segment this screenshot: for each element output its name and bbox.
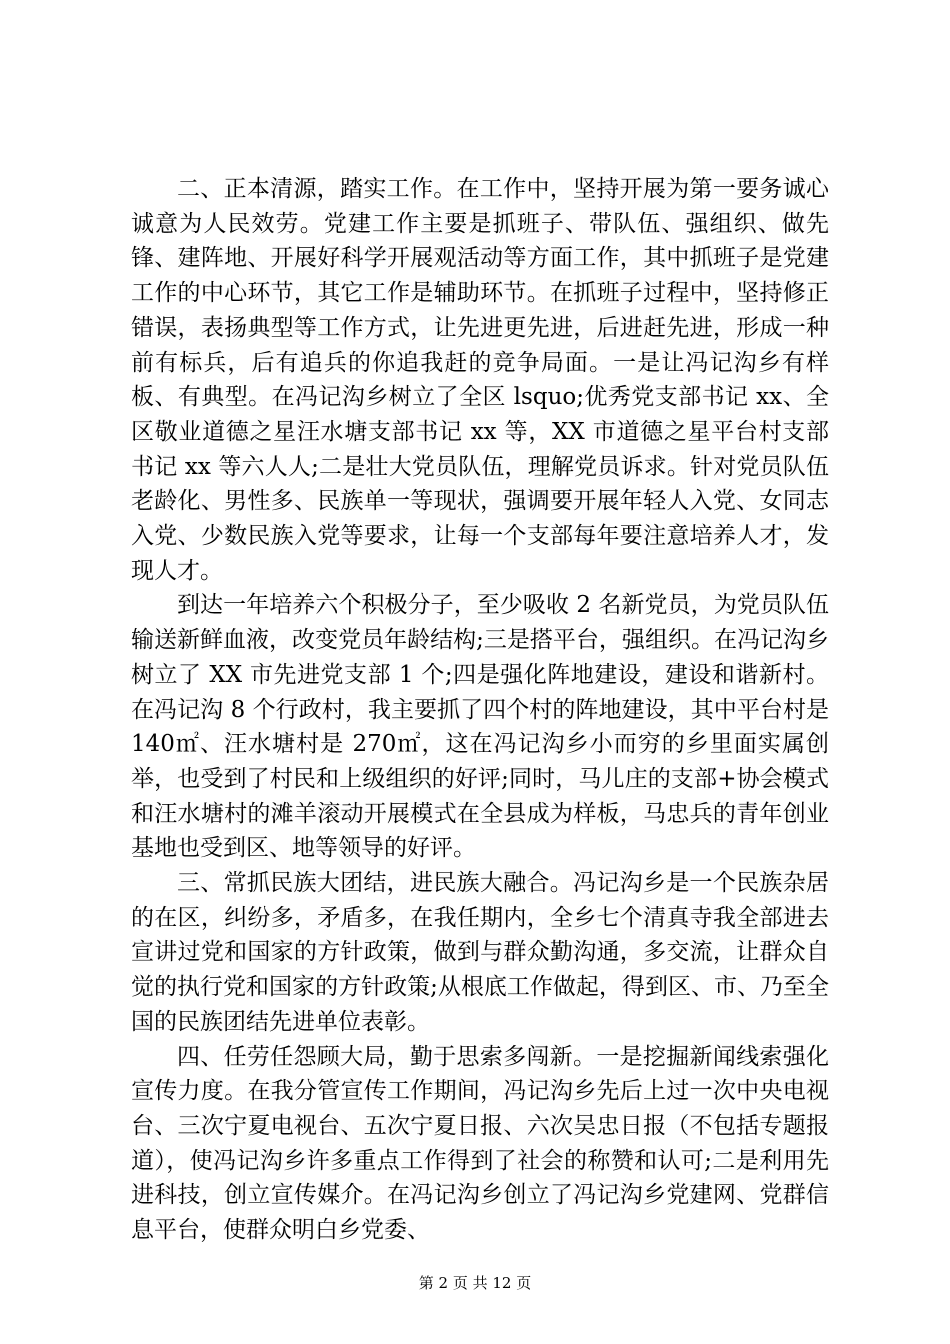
document-body xyxy=(131,172,829,1248)
paragraph-3: 三、常抓民族大团结，进民族大融合。冯记沟乡是一个民族杂居的在区，纠纷多，矛盾多，在我任期内，全乡七个清真寺我全部进去宣讲过党和国家的方针政策，做到与群众勤沟通，多交流，让群众自觉的执行党和国家的方针政策;从根底工作做起，得到区、市、乃至全国的民族团结先进单位表彰。 xyxy=(131,870,829,1035)
paragraph-1: 二、正本清源，踏实工作。在工作中，坚持开展为第一要务诚心诚意为人民效劳。党建工作主要是抓班子、带队伍、强组织、做先锋、建阵地、开展好科学开展观活动等方面工作，其中抓班子是党建工作的中心环节，其它工作是辅助环节。在抓班子过程中，坚持修正错误，表扬典型等工作方式，让先进更先进，后进赶先进，形成一种前有标兵，后有追兵的你追我赶的竞争局面。一是让冯记沟乡有样板、有典型。在冯记沟乡树立了全区 lsquo;优秀党支部书记 xx、全区敬业道德之星汪水塘支部书记 xx 等，XX 市道德之星平台村支部书记 xx 等六人人;二是壮大党员队伍，理解党员诉求。针对党员队伍老龄化、男性多、民族单一等现状，强调要开展年轻人入党、女同志入党、少数民族入党等要求，让每一个支部每年要注意培养人才，发现人才。 xyxy=(131,176,829,584)
paragraph-4: 四、任劳任怨顾大局，勤于思索多闯新。一是挖掘新闻线索强化宣传力度。在我分管宣传工作期间，冯记沟乡先后上过一次中央电视台、三次宁夏电视台、五次宁夏日报、六次吴忠日报（不包括专题报道），使冯记沟乡许多重点工作得到了社会的称赞和认可;二是利用先进科技，创立宣传媒介。在冯记沟乡创立了冯记沟乡党建网、党群信息平台，使群众明白乡党委、 xyxy=(131,1043,829,1244)
page-footer: 第 2 页 共 12 页 xyxy=(418,1274,532,1292)
paragraph-2: 到达一年培养六个积极分子，至少吸收 2 名新党员，为党员队伍输送新鲜血液，改变党员年龄结构;三是搭平台，强组织。在冯记沟乡树立了 XX 市先进党支部 1 个;四是强化阵地建设，建设和谐新村。在冯记沟 8 个行政村，我主要抓了四个村的阵地建设，其中平台村是 140㎡、汪水塘村是 270㎡，这在冯记沟乡小而穷的乡里面实属创举，也受到了村民和上级组织的好评;同时，马儿庄的支部+协会模式和汪水塘村的滩羊滚动开展模式在全县成为样板，马忠兵的青年创业基地也受到区、地等领导的好评。 xyxy=(131,592,829,862)
